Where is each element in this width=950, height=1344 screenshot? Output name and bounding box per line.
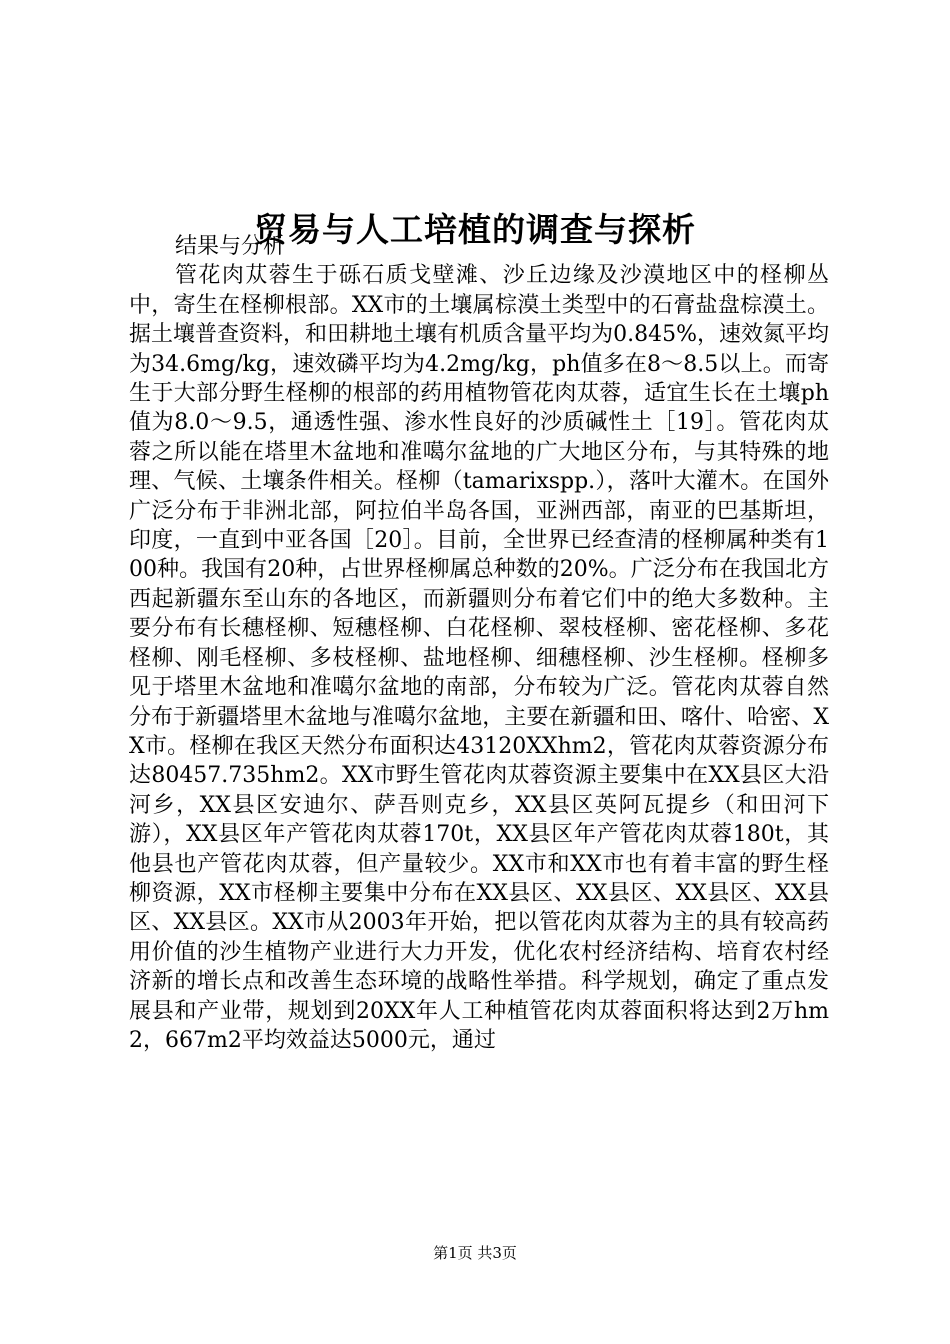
section-heading: 结果与分析 <box>175 234 286 259</box>
page-footer: 第1页 共3页 <box>433 1244 517 1262</box>
document-body <box>129 232 829 1055</box>
body-paragraph: 管花肉苁蓉生于砾石质戈壁滩、沙丘边缘及沙漠地区中的柽柳丛中，寄生在柽柳根部。XX市的土壤属棕漠土类型中的石膏盐盘棕漠土。据土壤普查资料，和田耕地土壤有机质含量平均为0.845%，速效氮平均为34.6mg/kg，速效磷平均为4.2mg/kg，ph值多在8～8.5以上。而寄生于大部分野生柽柳的根部的药用植物管花肉苁蓉，适宜生长在土壤ph值为8.0～9.5，通透性强、渗水性良好的沙质碱性土［19］。管花肉苁蓉之所以能在塔里木盆地和准噶尔盆地的广大地区分布，与其特殊的地理、气候、土壤条件相关。柽柳（tamarixspp.），落叶大灌木。在国外广泛分布于非洲北部，阿拉伯半岛各国，亚洲西部，南亚的巴基斯坦，印度，一直到中亚各国［20］。目前，全世界已经查清的柽柳属种类有100种。我国有20种，占世界柽柳属总种数的20%。广泛分布在我国北方西起新疆东至山东的各地区，而新疆则分布着它们中的绝大多数种。主要分布有长穗柽柳、短穗柽柳、白花柽柳、翠枝柽柳、密花柽柳、多花柽柳、刚毛柽柳、多枝柽柳、盐地柽柳、细穗柽柳、沙生柽柳。柽柳多见于塔里木盆地和准噶尔盆地的南部，分布较为广泛。管花肉苁蓉自然分布于新疆塔里木盆地与准噶尔盆地，主要在新疆和田、喀什、哈密、XX市。柽柳在我区天然分布面积达43120XXhm2，管花肉苁蓉资源分布达80457.735hm2。XX市野生管花肉苁蓉资源主要集中在XX县区大沿河乡，XX县区安迪尔、萨吾则克乡，XX县区英阿瓦提乡（和田河下游），XX县区年产管花肉苁蓉170t，XX县区年产管花肉苁蓉180t，其他县也产管花肉苁蓉，但产量较少。XX市和XX市也有着丰富的野生柽柳资源，XX市柽柳主要集中分布在XX县区、XX县区、XX县区、XX县区、XX县区。XX市从2003年开始，把以管花肉苁蓉为主的具有较高药用价值的沙生植物产业进行大力开发，优化农村经济结构、培育农村经济新的增长点和改善生态环境的战略性举措。科学规划，确定了重点发展县和产业带，规划到20XX年人工种植管花肉苁蓉面积将达到2万hm2，667m2平均效益达5000元，通过 <box>129 263 829 1053</box>
document-title: 贸易与人工培植的调查与探析 <box>254 210 696 250</box>
